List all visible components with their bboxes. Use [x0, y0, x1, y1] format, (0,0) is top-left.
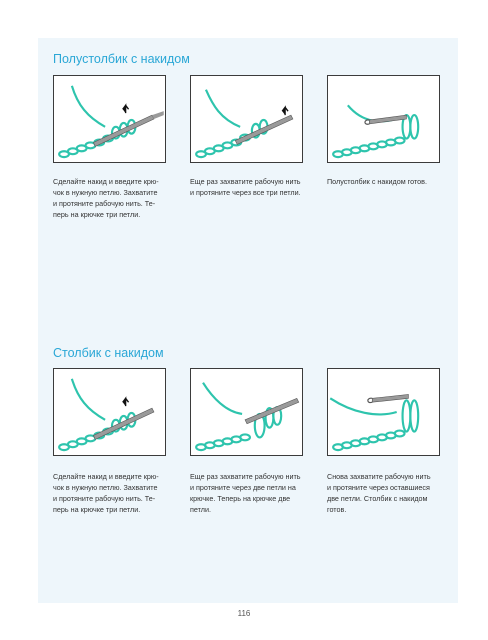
step-2-caption: Еще раз захватите рабочую нить и протяните через все три петли.	[190, 177, 301, 197]
step-3-caption: Полустолбик с накидом готов.	[327, 177, 427, 186]
step-1-caption: Сделайте накид и введите крю- чок в нужную петлю. Захватите и протяните рабочую нить. Те- перь на крючке три петли.	[53, 177, 159, 219]
crochet-two-loops-illustration	[191, 369, 302, 455]
crochet-hook-insert-illustration	[54, 76, 165, 162]
crochet-pull-through-illustration	[191, 76, 302, 162]
step-6-illustration	[327, 368, 440, 456]
section-title-double-crochet: Столбик с накидом	[53, 346, 164, 360]
step-1-illustration	[53, 75, 166, 163]
step-3-illustration	[327, 75, 440, 163]
step-6-caption: Снова захватите рабочую нить и протяните через оставшиеся две петли. Столбик с накидом готов.	[327, 472, 431, 514]
step-5-caption: Еще раз захватите рабочую нить и протяните через две петли на крючке. Теперь на крючке две петли.	[190, 472, 301, 514]
crochet-hook-insert-illustration	[54, 369, 165, 455]
finished-stitch-illustration	[328, 76, 439, 162]
section-title-half-double-crochet: Полустолбик с накидом	[53, 52, 190, 66]
step-4-caption: Сделайте накид и введите крю- чок в нужную петлю. Захватите и протяните рабочую нить. Те- перь на крючке три петли.	[53, 472, 159, 514]
step-2-illustration	[190, 75, 303, 163]
step-4-illustration	[53, 368, 166, 456]
finished-stitch-illustration	[328, 369, 439, 455]
page-number: 116	[237, 609, 251, 618]
step-5-illustration	[190, 368, 303, 456]
